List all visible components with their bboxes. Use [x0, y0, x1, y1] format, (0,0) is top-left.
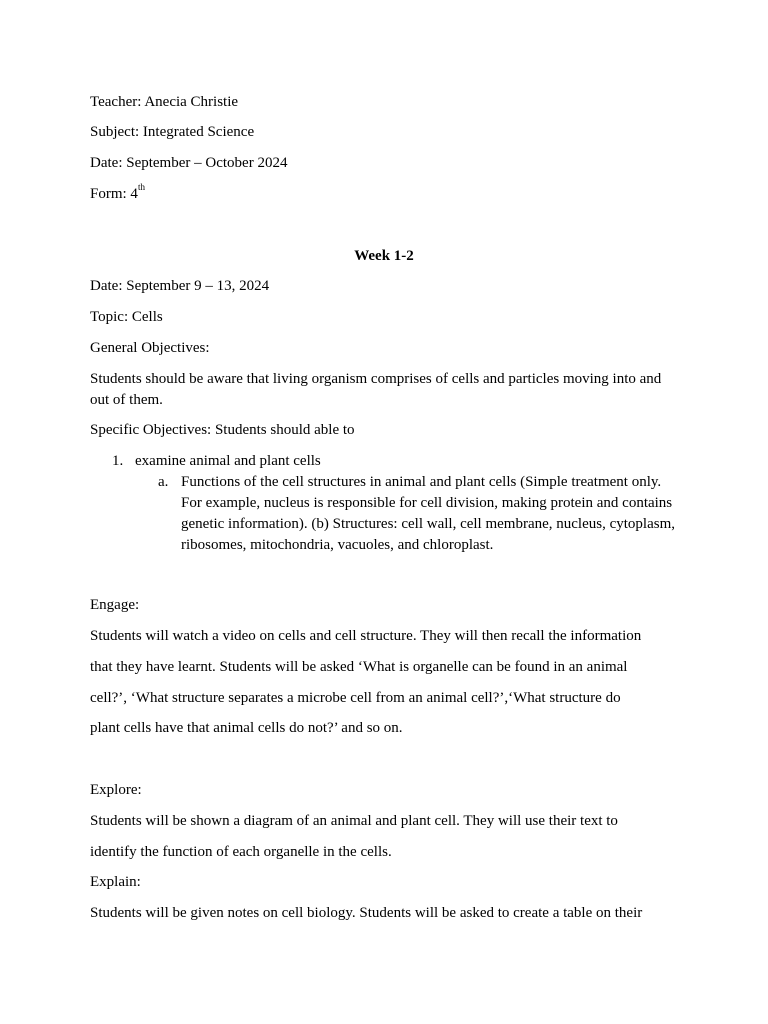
sub-list-item-text: Functions of the cell structures in animal and plant cells (Simple treatment only. For example, nucleus is responsible for cell division, making protein and contains genetic information). (b) Structures: cell wall, cell membrane, nucleus, cytoplasm, ribosomes, mitochondria, vacuoles, and chloroplast. [181, 474, 676, 553]
engage-heading: Engage: [90, 597, 140, 613]
engage-line: plant cells have that animal cells do not?’ and so on. [90, 720, 403, 736]
explain-line: Students will be given notes on cell biology. Students will be asked to create a table on their [90, 905, 643, 921]
explore-line: Students will be shown a diagram of an animal and plant cell. They will use their text to [90, 813, 618, 829]
form-label: Form: 4 [90, 186, 138, 202]
explore-line: identify the function of each organelle in the cells. [90, 844, 392, 860]
topic-line: Topic: Cells [90, 309, 163, 325]
explore-heading: Explore: [90, 782, 142, 798]
specific-objectives-heading: Specific Objectives: Students should able to [90, 422, 355, 438]
engage-line: cell?’, ‘What structure separates a microbe cell from an animal cell?’,‘What structure do [90, 690, 621, 706]
sub-list-item-marker: a. [158, 474, 169, 490]
engage-line: Students will watch a video on cells and cell structure. They will then recall the information [90, 628, 642, 644]
list-item-marker: 1. [112, 453, 124, 469]
general-objectives-heading: General Objectives: [90, 340, 210, 356]
form-superscript: th [137, 182, 145, 192]
list-item-text: examine animal and plant cells [135, 453, 321, 469]
explain-heading: Explain: [90, 874, 141, 890]
general-objectives-text: Students should be aware that living organism comprises of cells and particles moving into and out of them. [90, 371, 662, 408]
form-line [90, 184, 145, 204]
week-date-line: Date: September 9 – 13, 2024 [90, 278, 270, 294]
date-range-line: Date: September – October 2024 [90, 155, 288, 171]
engage-line: that they have learnt. Students will be asked ‘What is organelle can be found in an animal [90, 659, 628, 675]
week-heading: Week 1-2 [354, 248, 414, 264]
teacher-line: Teacher: Anecia Christie [90, 94, 239, 110]
subject-line: Subject: Integrated Science [90, 124, 255, 140]
